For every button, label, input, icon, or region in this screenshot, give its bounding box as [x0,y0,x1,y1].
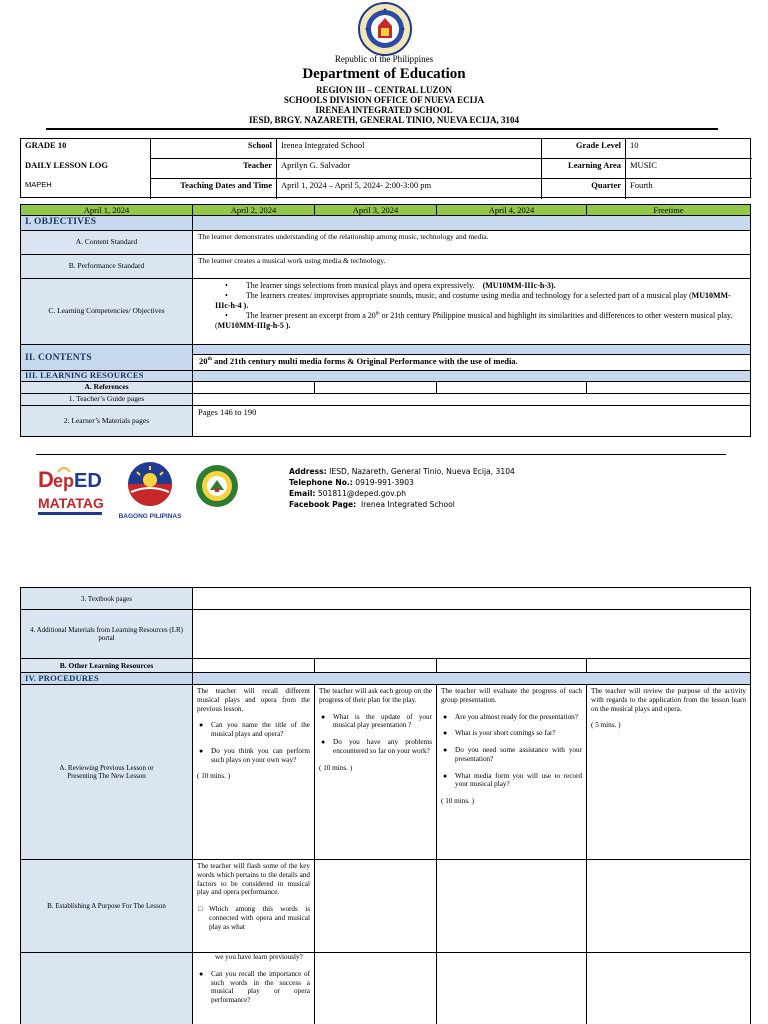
region-line: REGION III – CENTRAL LUZON [315,85,453,95]
reviewing-day2-q2: ● Do you have any problems encountered so far on your work? [319,738,432,756]
day-header-1: April 1, 2024 [20,205,192,216]
contents-row [20,345,751,371]
performance-standard-row [20,255,751,279]
grade-label: GRADE 10 [21,139,151,159]
teachers-guide-row [20,394,751,406]
reviewing-day1-intro: The teacher will recall different musical plays and opera from the previous lesson. [197,687,310,713]
reviewing-day2 [314,685,436,860]
learners-materials-label: 2. Learner’s Materials pages [20,406,192,437]
establishing-day1-q2: ● Can you recall the importance of such words in the success a musical play or opera performance? [197,970,310,1005]
additional-materials-value [192,610,751,659]
establishing-purpose-label: B. Establishing A Purpose For The Lesson [20,860,192,953]
reviewing-day3-q3: ● Do you need some assistance with your presentation? [441,746,582,764]
other-resources-day3 [436,659,586,673]
competencies-row [20,279,751,345]
other-resources-day2 [314,659,436,673]
establishing-continued-row [20,953,751,1024]
performance-standard-label: B. Performance Standard [20,255,192,279]
additional-materials-label: 4. Additional Materials from Learning Resources (LR) portal [20,610,192,659]
grade-level-value: 10 [626,139,752,159]
reviewing-day3-intro: The teacher will evaluate the progress of each group presentation. [441,687,582,704]
header-divider [46,128,718,130]
reviewing-day2-intro: The teacher will ask each group on the progress of their plan for the play. [319,687,432,704]
dates-label: Teaching Dates and Time [151,179,277,199]
establishing-continued-label [20,953,192,1024]
procedures-band [192,673,751,685]
objectives-row [20,216,751,231]
competencies-label: C. Learning Competencies/ Objectives [20,279,192,345]
references-day3 [436,382,586,394]
references-label: A. References [20,382,192,394]
establishing-day2-continued [314,953,436,1024]
reviewing-lesson-row [20,685,751,860]
deped-matatag-logo [36,460,106,522]
subject-label: MAPEH [21,179,151,199]
contents-heading: II. CONTENTS [20,345,192,371]
reviewing-day3 [436,685,586,860]
teacher-value: Aprilyn G. Salvador [277,159,542,179]
school-line: IRENEA INTEGRATED SCHOOL [315,105,453,115]
reviewing-day3-time: ( 10 mins. ) [441,797,475,806]
references-day2 [314,382,436,394]
content-standard-text: The learner demonstrates understanding of the relationship among music, technology and media. [192,231,751,255]
department-title: Department of Education [302,66,466,82]
reviewing-day1-time: ( 10 mins. ) [197,772,231,781]
resources-band [192,371,751,382]
contact-email: Email: 501811@deped.gov.ph [289,489,407,498]
reviewing-day2-time: ( 10 mins. ) [319,763,353,772]
teacher-label: Teacher [151,159,277,179]
establishing-day1-continued [192,953,314,1024]
reviewing-day4-time: ( 5 mins. ) [591,721,621,730]
procedures-row [20,673,751,685]
reviewing-day3-q2: ● What is your short comings so far? [441,729,582,738]
learning-area-value: MUSIC [626,159,752,179]
svg-text:BAGONG PILIPINAS: BAGONG PILIPINAS [118,513,182,520]
grade-level-label: Grade Level [542,139,626,159]
references-day4 [586,382,751,394]
reviewing-day2-q1: ● What is the update of your musical play presentation ? [319,713,432,731]
competency-1: • The learner sings selections from musical plays and opera expressively. (MU10MM-IIIc-h-3). [225,281,556,290]
irenea-school-logo [194,462,240,514]
references-row [20,382,751,394]
content-standard-row [20,231,751,255]
reviewing-day3-q1: ● Are you almost ready for the presentation? [441,713,582,722]
reviewing-day3-q4: ● What media form you will use to record your musical play? [441,772,582,790]
svg-text:D: D [38,467,54,492]
procedures-heading: IV. PROCEDURES [20,673,192,685]
day-header-2: April 2, 2024 [192,205,314,216]
lesson-log-info-table [20,138,751,198]
reviewing-day1-q2: ● Do you think you can perform such plays on your own way? [197,747,310,765]
reviewing-day4 [586,685,751,860]
svg-text:ep: ep [53,471,75,491]
school-label: School [151,139,277,159]
learners-materials-pages: Pages 146 to 190 [192,406,751,437]
resources-heading: III. LEARNING RESOURCES [20,371,192,382]
learners-materials-row [20,406,751,437]
establishing-day1-q1: □ Which among this words is connected with opera and musical play as what [197,905,310,931]
other-resources-day4 [586,659,751,673]
textbook-value [192,588,751,610]
competencies-text [192,279,751,345]
other-resources-label: B. Other Learning Resources [20,659,192,673]
day-header-4: April 4, 2024 [436,205,586,216]
textbook-label: 3. Textbook pages [20,588,192,610]
other-resources-row [20,659,751,673]
establishing-day4 [586,860,751,953]
svg-text:MATATAG: MATATAG [38,495,104,511]
establishing-day3-continued [436,953,586,1024]
address-line: IESD, BRGY. NAZARETH, GENERAL TINIO, NUEVA ECIJA, 3104 [249,115,519,125]
contact-phone: Telephone No.: 0919-991-3903 [289,478,414,487]
quarter-label: Quarter [542,179,626,199]
teachers-guide-value [192,394,751,406]
school-contact-block [289,466,515,510]
svg-text:ED: ED [74,470,102,492]
establishing-day3 [436,860,586,953]
establishing-day1-cont: we you have learn previously? [215,953,303,961]
reviewing-day1 [192,685,314,860]
contact-address: Address: IESD, Nazareth, General Tinio, Nueva Ecija, 3104 [289,467,515,476]
establishing-purpose-row [20,860,751,953]
lesson-plan-grid-page2 [20,587,751,1024]
resources-row [20,371,751,382]
school-value: Irenea Integrated School [277,139,542,159]
dates-value: April 1, 2024 – April 5, 2024- 2:00-3:00 pm [277,179,542,199]
deped-seal-icon [357,2,413,56]
other-resources-day1 [192,659,314,673]
day-header-5: Freetime [586,205,751,216]
learning-area-label: Learning Area [542,159,626,179]
quarter-value: Fourth [630,180,653,190]
teachers-guide-label: 1. Teacher’s Guide pages [20,394,192,406]
competency-2: • The learners creates/ improvises appropriate sounds, music, and costume using media and technology for a selected part of a musical play (MU10MM-IIIc-h-4 ). [215,291,731,310]
bagong-pilipinas-logo [117,458,183,522]
republic-line: Republic of the Philippines [334,54,434,64]
day-header-row [20,204,751,216]
competency-3: • The learner present an excerpt from a 20th or 21th century Philippine musical and highlight its similarities and differences to other western musical play. (MU10MM-IIIg-h-5 ). [215,311,733,330]
establishing-day2 [314,860,436,953]
reviewing-day4-intro: The teacher will review the purpose of the activity with regards to the application from the lesson learn on the musical plays and opera. [591,687,746,713]
footer-divider [36,454,726,455]
textbook-row [20,587,751,610]
reviewing-day1-q1: ● Can you name the title of the musical plays and opera? [197,721,310,739]
division-line: SCHOOLS DIVISION OFFICE OF NUEVA ECIJA [283,95,485,105]
establishing-day1 [192,860,314,953]
performance-standard-text: The learner creates a musical work using media & technology. [192,255,751,279]
additional-materials-row [20,610,751,659]
contents-text: 20th and 21th century multi media forms & Original Performance with the use of media. [192,355,751,371]
content-standard-label: A. Content Standard [20,231,192,255]
references-day1 [192,382,314,394]
log-title: DAILY LESSON LOG [21,159,151,179]
reviewing-lesson-label: A. Reviewing Previous Lesson or Presenting The New Lesson [20,685,192,860]
day-header-3: April 3, 2024 [314,205,436,216]
contact-facebook: Facebook Page: Irenea Integrated School [289,500,455,509]
establishing-day1-intro: The teacher will flash some of the key words which pertains to the details and factors to be considered in musical play and opera performance. [197,862,310,897]
establishing-day4-continued [586,953,751,1024]
objectives-band [192,216,751,231]
objectives-heading: I. OBJECTIVES [20,216,192,231]
